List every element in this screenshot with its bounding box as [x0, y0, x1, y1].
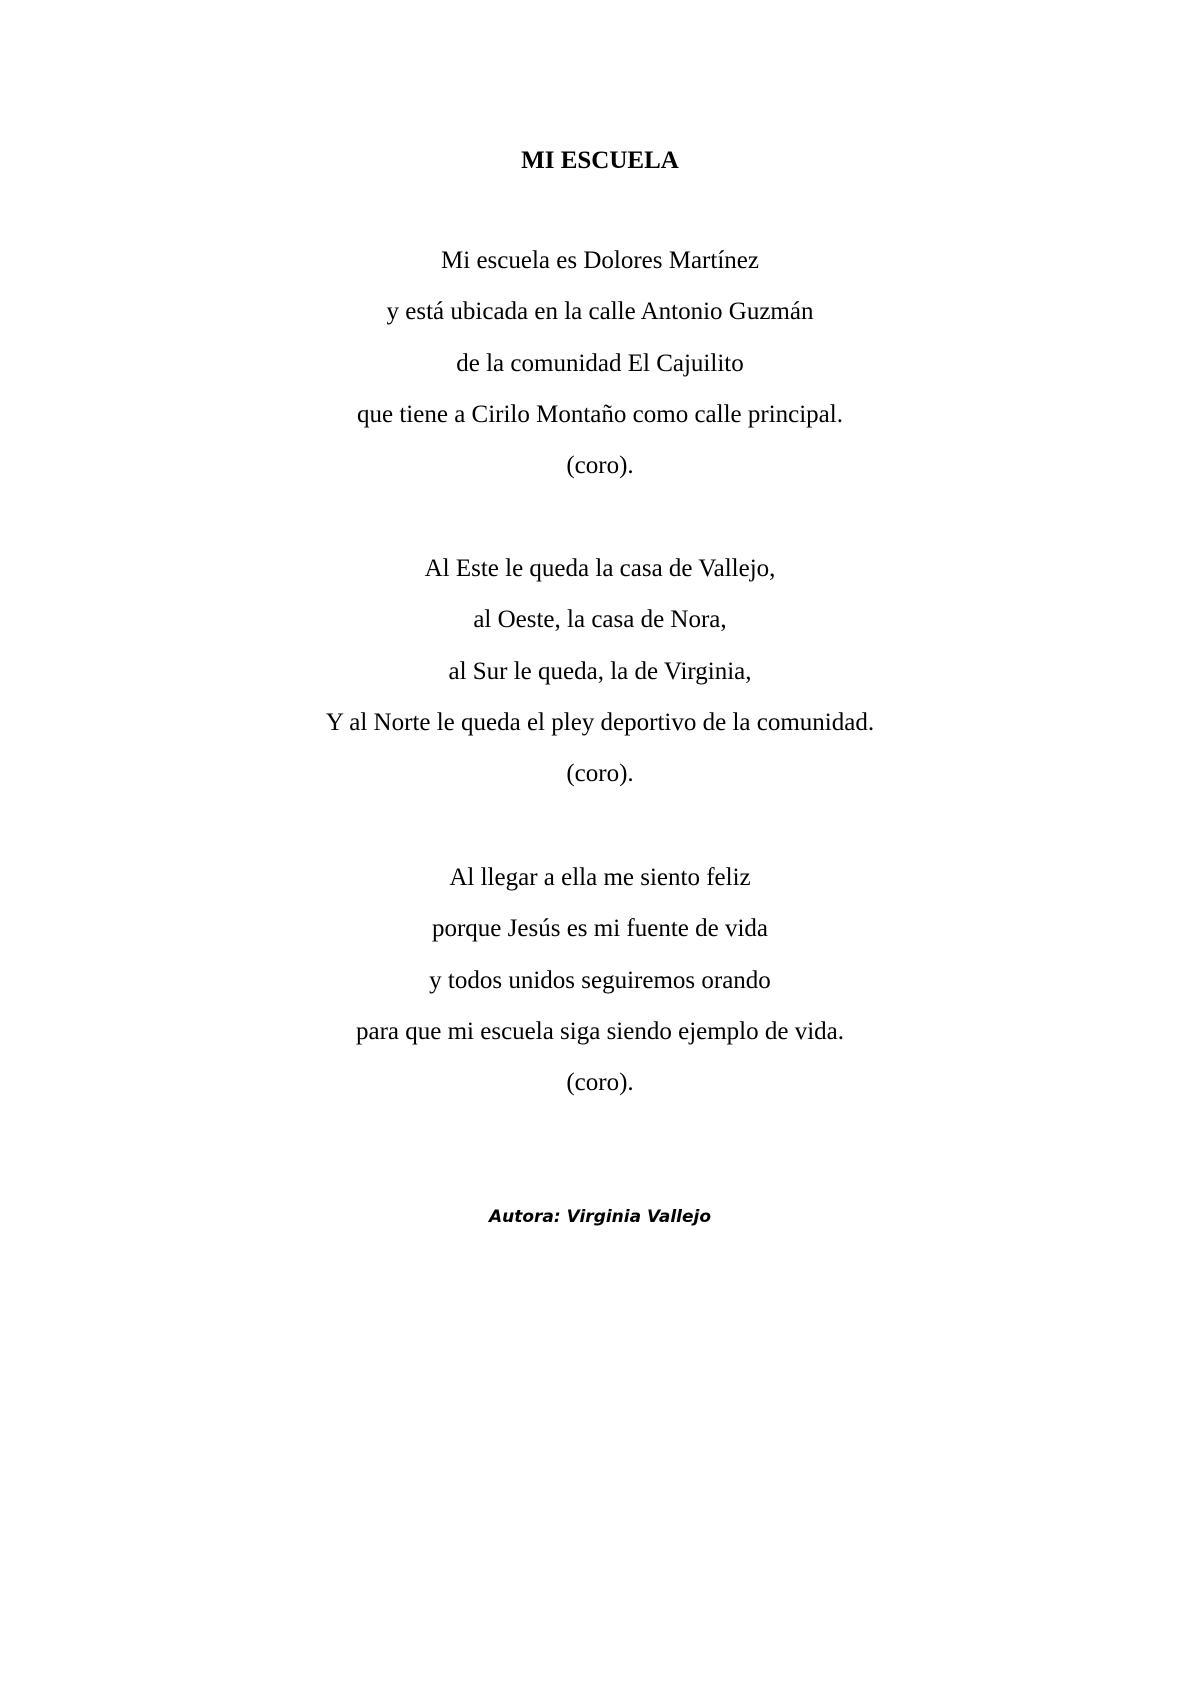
stanza-3 — [0, 852, 1200, 1108]
stanza-2 — [0, 543, 1200, 799]
author-credit: Autora: Virginia Vallejo — [488, 1207, 712, 1227]
verse-line: y está ubicada en la calle Antonio Guzmán — [386, 298, 814, 326]
verse-line: Y al Norte le queda el pley deportivo de la comunidad. — [325, 708, 875, 736]
chorus-marker: (coro). — [566, 452, 634, 480]
chorus-marker: (coro). — [566, 1069, 634, 1097]
verse-line: porque Jesús es mi fuente de vida — [431, 915, 769, 943]
verse-line: Al llegar a ella me siento feliz — [449, 864, 751, 891]
stanza-1 — [0, 235, 1200, 491]
verse-line: y todos unidos seguiremos orando — [429, 966, 771, 994]
poem-title: MI ESCUELA — [521, 147, 679, 174]
verse-line: al Sur le queda, la de Virginia, — [448, 657, 752, 685]
verse-line: para que mi escuela siga siendo ejemplo de vida. — [355, 1017, 845, 1045]
verse-line: Al Este le queda la casa de Vallejo, — [424, 555, 776, 582]
verse-line: de la comunidad El Cajuilito — [456, 349, 744, 377]
verse-line: al Oeste, la casa de Nora, — [473, 606, 727, 634]
chorus-marker: (coro). — [566, 760, 634, 788]
verse-line: que tiene a Cirilo Montaño como calle principal. — [357, 400, 843, 428]
verse-line: Mi escuela es Dolores Martínez — [441, 247, 759, 274]
